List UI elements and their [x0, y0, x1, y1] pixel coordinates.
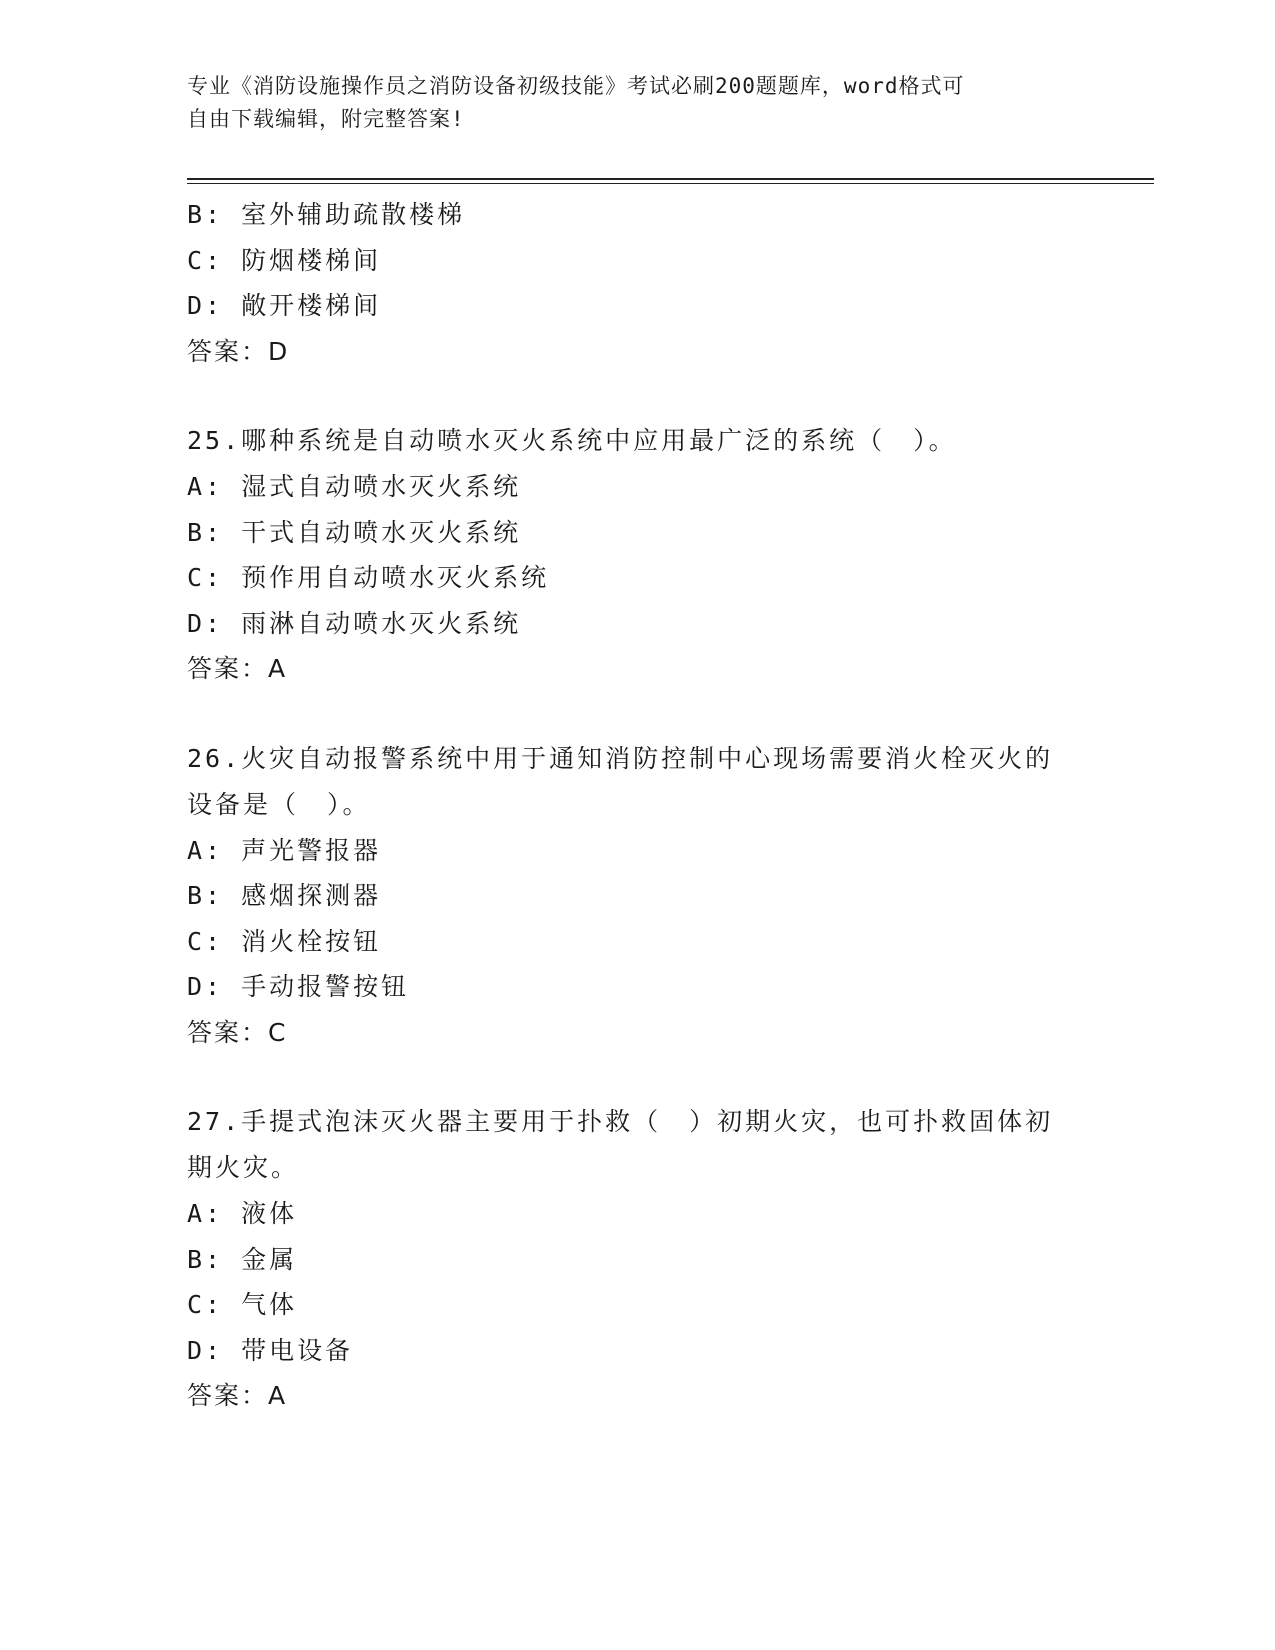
header-line-1: 专业《消防设施操作员之消防设备初级技能》考试必刷200题题库，word格式可	[187, 74, 965, 98]
option-b: B: 干式自动喷水灭火系统	[187, 517, 522, 547]
previous-question-tail	[187, 192, 1147, 374]
header-line-2: 自由下载编辑，附完整答案!	[187, 107, 465, 131]
question-list	[187, 192, 1147, 1419]
option-c: C: 防烟楼梯间	[187, 245, 382, 275]
option-b: B: 室外辅助疏散楼梯	[187, 200, 466, 229]
option-b: B: 金属	[187, 1244, 298, 1274]
header-divider	[187, 178, 1154, 180]
question-text: 26.火灾自动报警系统中用于通知消防控制中心现场需要消火栓灭火的设备是（ ）。	[187, 743, 1054, 819]
option-c: C: 预作用自动喷水灭火系统	[187, 563, 550, 592]
option-d: D: 带电设备	[187, 1335, 354, 1365]
option-d: D: 敞开楼梯间	[187, 291, 382, 320]
answer-line: 答案：C	[187, 1017, 288, 1047]
option-a: A: 湿式自动喷水灭火系统	[187, 472, 522, 501]
option-a: A: 液体	[187, 1199, 298, 1228]
question-text: 27.手提式泡沫灭火器主要用于扑救（ ）初期火灾，也可扑救固体初期火灾。	[187, 1107, 1054, 1182]
option-a: A: 声光警报器	[187, 835, 382, 865]
question-text: 25.哪种系统是自动喷水灭火系统中应用最广泛的系统（ ）。	[187, 426, 957, 455]
answer-line: 答案：A	[187, 1381, 288, 1410]
option-c: C: 气体	[187, 1290, 298, 1319]
answer-line: 答案：A	[187, 654, 288, 683]
question-27	[187, 1099, 1147, 1419]
option-b: B: 感烟探测器	[187, 881, 382, 910]
document-header	[187, 70, 1067, 136]
option-d: D: 手动报警按钮	[187, 972, 410, 1001]
answer-line: 答案：D	[187, 336, 290, 366]
question-26	[187, 736, 1147, 1056]
question-25	[187, 418, 1147, 692]
header-divider-thin	[187, 183, 1154, 184]
option-d: D: 雨淋自动喷水灭火系统	[187, 608, 522, 638]
option-c: C: 消火栓按钮	[187, 926, 382, 956]
